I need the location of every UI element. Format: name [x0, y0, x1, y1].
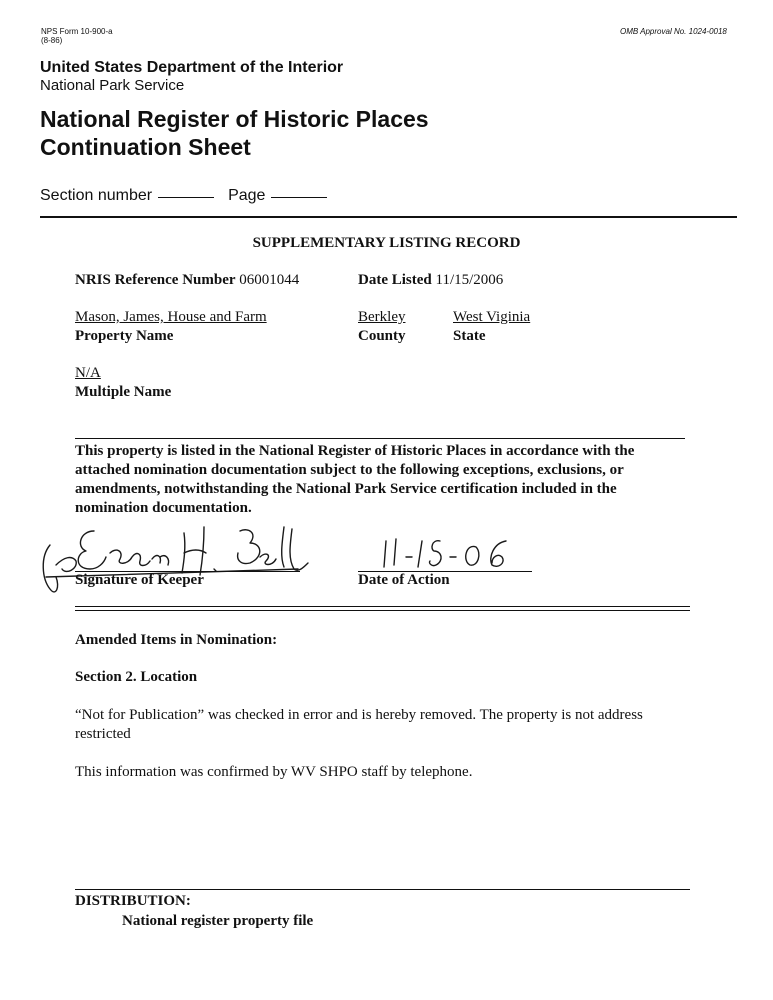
multiple-name-value: N/A [75, 365, 101, 381]
double-rule-bottom [75, 610, 690, 611]
header-divider [40, 216, 737, 218]
amendment-paragraph-2: This information was confirmed by WV SHPO staff by telephone. [75, 764, 473, 780]
state-value: West Viginia [453, 309, 531, 325]
section-page-line [40, 187, 341, 205]
page-blank [271, 197, 327, 198]
page-title-line1: National Register of Historic Places [40, 106, 429, 132]
date-listed [358, 272, 503, 289]
record-heading: SUPPLEMENTARY LISTING RECORD [252, 235, 521, 251]
date-listed-label: Date Listed [358, 272, 432, 288]
distribution-rule [75, 889, 690, 890]
state-label: State [453, 328, 486, 344]
property-name-value: Mason, James, House and Farm [75, 309, 267, 325]
double-rule-top [75, 606, 690, 607]
section-location-heading: Section 2. Location [75, 669, 198, 685]
date-listed-value: 11/15/2006 [435, 272, 504, 288]
action-date-label: Date of Action [358, 572, 450, 588]
section-number-label: Section number [40, 187, 153, 204]
listing-statement: This property is listed in the National Register of Historic Places in accordance with the attached nomination documentation subject to the following exceptions, exclusions, or amendments, notwithstanding the National Park Service certification included in the nomination documentation. [75, 443, 635, 516]
county-value: Berkley [358, 309, 406, 325]
department-name: United States Department of the Interior [40, 59, 344, 76]
service-name: National Park Service [40, 77, 185, 94]
omb-approval: OMB Approval No. 1024-0018 [620, 27, 727, 36]
nris-value: 06001044 [239, 272, 300, 288]
amendment-paragraph-1: “Not for Publication” was checked in error and is hereby removed. The property is not address restricted [75, 707, 643, 742]
keeper-signature-drawing [36, 517, 316, 607]
keeper-signature-label: Signature of Keeper [75, 572, 204, 588]
distribution-item: National register property file [122, 913, 314, 929]
county-label: County [358, 328, 406, 344]
multiple-name-label: Multiple Name [75, 384, 172, 400]
property-name-label: Property Name [75, 328, 174, 344]
page-title-line2: Continuation Sheet [40, 134, 251, 160]
nris-reference [75, 272, 299, 289]
page-label: Page [228, 187, 266, 204]
form-number: NPS Form 10-900-a [41, 27, 113, 36]
distribution-heading: DISTRIBUTION: [75, 893, 191, 909]
section-number-blank [158, 197, 214, 198]
amended-items-heading: Amended Items in Nomination: [75, 632, 278, 648]
form-date: (8-86) [41, 36, 63, 45]
action-date-drawing [378, 533, 518, 573]
statement-top-rule [75, 438, 685, 439]
nris-label: NRIS Reference Number [75, 272, 236, 288]
